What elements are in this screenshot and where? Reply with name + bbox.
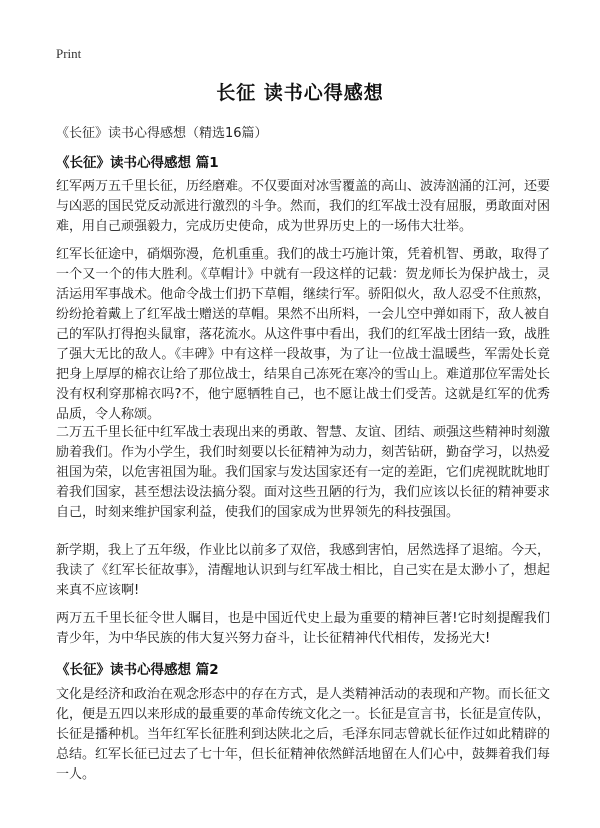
paragraph-1-5: 两万五千里长征令世人瞩目，也是中国近代史上最为重要的精神巨著!它时刻提醒我们青少年，为中华民族的伟大复兴努力奋斗，让长征精神代代相传，发扬光大! (56, 611, 550, 646)
page-title: 长征 读书心得感想 (216, 82, 384, 104)
document-subtitle: 《长征》读书心得感想（精选16篇） (56, 126, 268, 141)
section-heading-2: 《长征》读书心得感想 篇2 (56, 662, 219, 678)
section-heading-1: 《长征》读书心得感想 篇1 (56, 155, 219, 171)
paragraph-1-3: 二万五千里长征中红军战士表现出来的勇敢、智慧、友谊、团结、顽强这些精神时刻激励着我们。作为小学生，我们时刻要以长征精神为动力，刻苦钻研，勤奋学习，以热爱祖国为荣，以危害祖国为耻。我们国家与发达国家还有一定的差距，它们虎视眈眈地盯着我们国家，甚至想法设法搞分裂。面对这些丑陋的行为，我们应该以长征的精神要求自己，时刻来维护国家利益，使我们的国家成为世界领先的科技强国。 (56, 425, 551, 520)
paragraph-1-2: 红军长征途中，硝烟弥漫，危机重重。我们的战士巧施计策，凭着机智、勇敢，取得了一个又一个的伟大胜利。《草帽计》中就有一段这样的记载：贺龙师长为保护战士，灵活运用军事战术。他命令战士们扔下草帽，继续行军。骄阳似火，敌人忍受不住煎熬，纷纷抢着戴上了红军战士赠送的草帽。果然不出所料，一会儿空中弹如雨下，敌人被自己的军队打得抱头鼠窜，落花流水。从这件事中看出，我们的红军战士团结一致，战胜了强大无比的敌人。《丰碑》中有这样一段故事，为了让一位战士温暖些，军需处长竟把身上厚厚的棉衣让给了那位战士，结果自己冻死在寒冷的雪山上。难道那位军需处长没有权利穿那棉衣吗?不，他宁愿牺牲自己，也不愿让战士们受苦。这就是红军的优秀品质，令人称颂。 (56, 247, 551, 422)
paragraph-1-4: 新学期，我上了五年级，作业比以前多了双倍，我感到害怕，居然选择了退缩。今天，我读了《红军长征故事》，清醒地认识到与红军战士相比，自己实在是太渺小了，想起来真不应该啊! (56, 543, 551, 598)
paragraph-1-1: 红军两万五千里长征，历经磨难。不仅要面对冰雪覆盖的高山、波涛汹涌的江河，还要与凶恶的国民党反动派进行激烈的斗争。然而，我们的红军战士没有屈服，勇敢面对困难，用自己顽强毅力，完成历史使命，成为世界历史上的一场伟大壮举。 (56, 179, 551, 234)
paragraph-2-1: 文化是经济和政治在观念形态中的存在方式，是人类精神活动的表现和产物。而长征文化，便是五四以来形成的最重要的革命传统文化之一。长征是宣言书，长征是宣传队，长征是播种机。当年红军长征胜利到达陕北之后，毛泽东同志曾就长征作过如此精辟的总结。红军长征已过去了七十年，但长征精神依然鲜活地留在人们心中，鼓舞着我们每一人。 (56, 687, 551, 782)
print-link[interactable]: Print (56, 46, 82, 61)
